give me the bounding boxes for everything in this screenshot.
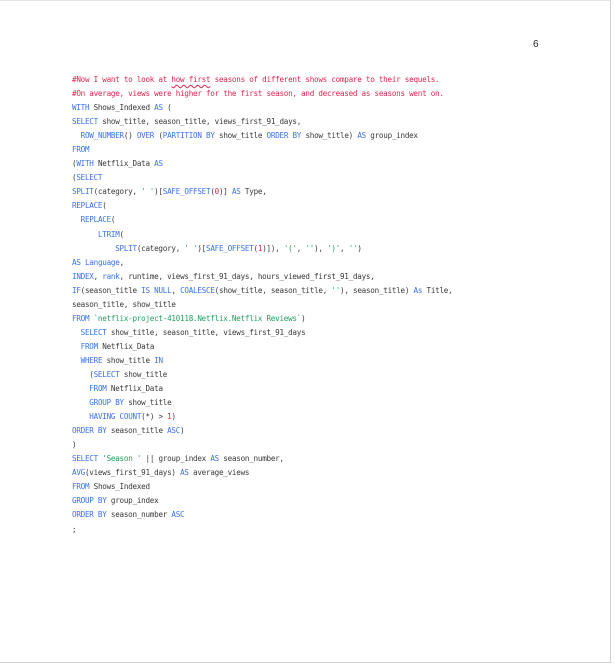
code-line: [72, 242, 592, 256]
code-token: (*) >: [141, 412, 168, 422]
code-token: || group_index: [141, 454, 211, 464]
code-line: [72, 143, 592, 157]
code-token: INDEX: [72, 271, 94, 281]
code-line: [72, 466, 592, 480]
code-token: show_title: [214, 131, 267, 141]
code-token: (: [154, 131, 163, 141]
code-token: 1: [257, 243, 263, 253]
code-token: ,: [171, 285, 181, 295]
code-token: '': [348, 243, 358, 253]
code-token: season_title: [106, 426, 168, 436]
code-token: As: [413, 285, 423, 295]
code-token: [72, 230, 98, 239]
code-token: 'Season ': [102, 454, 142, 464]
code-token: ),: [314, 243, 328, 253]
code-line: [72, 199, 592, 213]
code-token: Shows_Indexed: [89, 482, 150, 492]
code-token: ORDER BY: [266, 131, 302, 141]
code-token: GROUP BY: [89, 398, 124, 408]
code-line: [72, 523, 592, 537]
code-line: [72, 326, 592, 340]
code-line: [72, 298, 592, 312]
code-line: [72, 382, 592, 396]
code-token: ): [301, 313, 306, 323]
code-token: 0: [214, 187, 219, 197]
code-token: #Now I want to look at: [72, 75, 172, 84]
code-line: [72, 508, 592, 522]
code-token: ): [72, 440, 77, 450]
code-token: AS: [154, 103, 163, 113]
code-token: Netflix_Data: [97, 159, 155, 169]
code-token: FROM: [72, 313, 94, 323]
code-token: ASC: [167, 426, 181, 436]
code-token: )]),: [262, 243, 284, 253]
code-line: [72, 312, 592, 326]
code-token: (season_title: [80, 285, 142, 295]
code-token: SAFE_OFFSET: [206, 243, 254, 253]
code-token: '(': [283, 243, 297, 253]
code-token: WHERE: [80, 355, 103, 365]
code-token: show_title: [123, 398, 172, 408]
code-token: `netflix-project-410118.Netflix.Netflix Reviews`: [93, 313, 302, 323]
code-token: 1: [167, 412, 172, 422]
code-line: [72, 452, 592, 466]
code-token: Title,: [422, 285, 453, 295]
code-token: rank: [102, 271, 120, 281]
code-token: season_number: [106, 510, 172, 520]
code-token: ROW_NUMBER: [80, 131, 124, 141]
code-token: OVER: [136, 131, 155, 141]
code-token: SELECT: [93, 369, 120, 379]
code-token: ORDER BY: [72, 426, 107, 436]
code-token: (show_title, season_title,: [214, 285, 332, 295]
code-token: group_index: [106, 496, 159, 506]
code-line: [72, 157, 592, 171]
code-token: IN: [154, 355, 163, 365]
code-token: Language: [84, 257, 120, 267]
code-token: (category,: [136, 243, 185, 253]
code-token: (: [253, 243, 258, 253]
code-line: [72, 424, 592, 438]
code-token: AS: [210, 454, 219, 464]
code-token: (: [72, 173, 77, 183]
code-token: FROM: [89, 384, 107, 394]
code-token: SPLIT: [72, 187, 94, 197]
code-token: ORDER BY: [72, 510, 107, 520]
code-token: Type,: [240, 187, 267, 197]
code-token: AS: [357, 131, 366, 141]
code-token: AS: [154, 159, 163, 169]
code-token: season_number,: [218, 454, 284, 464]
code-token: ,: [119, 257, 124, 267]
code-token: (category,: [93, 187, 142, 197]
code-token: show_title: [119, 369, 168, 379]
code-line: [72, 438, 592, 452]
code-token: HAVING COUNT: [89, 412, 142, 422]
code-token: IS NULL: [141, 285, 172, 295]
page-number: 6: [533, 39, 539, 50]
code-token: FROM: [72, 145, 90, 155]
code-token: show_title, season_title, views_first_91_days,: [102, 117, 302, 127]
code-token: (): [123, 131, 137, 141]
code-token: SPLIT: [115, 243, 137, 253]
code-token: ), season_title): [340, 285, 414, 295]
code-line: [72, 396, 592, 410]
code-line: [72, 480, 592, 494]
code-line: [72, 87, 592, 101]
code-token: REPLACE: [72, 201, 103, 211]
code-token: [72, 342, 81, 351]
code-line: [72, 256, 592, 270]
code-token: ,: [296, 243, 306, 253]
code-token: [72, 398, 89, 407]
code-line: [72, 494, 592, 508]
code-token: Netflix_Data: [97, 341, 155, 351]
code-token: [72, 131, 81, 140]
code-token: SELECT: [72, 454, 103, 464]
code-token: AVG: [72, 468, 85, 478]
code-line: [72, 228, 592, 242]
code-token: how first: [171, 75, 211, 84]
code-token: show_title, season_title, views_first_91_days: [106, 327, 306, 337]
code-token: )[: [154, 187, 163, 197]
code-line: [72, 129, 592, 143]
code-token: '': [331, 285, 341, 295]
code-token: show_title): [301, 131, 358, 141]
code-token: seasons of different shows compare to their sequels.: [210, 75, 440, 84]
code-line: [72, 171, 592, 185]
code-token: [72, 215, 81, 224]
code-token: WITH: [72, 103, 94, 113]
code-line: [72, 284, 592, 298]
code-token: AS: [180, 468, 189, 478]
code-token: (: [72, 159, 77, 169]
code-line: [72, 185, 592, 199]
code-token: show_title: [102, 355, 155, 365]
code-token: COALESCE: [180, 285, 215, 295]
code-token: GROUP BY: [72, 496, 107, 506]
code-token: WITH: [76, 159, 98, 169]
code-line: [72, 354, 592, 368]
code-token: )[: [197, 243, 206, 253]
code-token: [72, 356, 81, 365]
code-line: [72, 410, 592, 424]
code-token: ASC: [171, 510, 185, 520]
code-token: (: [110, 215, 116, 225]
code-token: [72, 412, 89, 421]
code-token: (: [210, 187, 215, 197]
code-token: #On average, views were higher for the first season, and decreased as seasons went on.: [72, 89, 444, 99]
code-token: ,: [340, 243, 349, 253]
code-token: IF: [72, 285, 81, 295]
code-token: (: [72, 369, 94, 379]
code-token: ;: [72, 524, 77, 534]
code-token: FROM: [80, 341, 98, 351]
code-token: , runtime, views_first_91_days, hours_viewed_first_91_days,: [119, 271, 375, 281]
code-token: SELECT: [72, 117, 103, 127]
code-line: [72, 270, 592, 284]
sql-code-block: [72, 73, 592, 537]
code-token: ' ': [184, 243, 198, 253]
code-token: FROM: [72, 482, 90, 492]
code-token: '': [305, 243, 315, 253]
code-token: LTRIM: [97, 229, 120, 239]
code-token: ,: [93, 271, 103, 281]
code-token: group_index: [365, 131, 418, 141]
code-line: [72, 115, 592, 129]
code-token: ): [171, 412, 176, 422]
code-token: AS: [72, 257, 81, 267]
code-token: [72, 244, 115, 253]
code-line: [72, 73, 592, 87]
code-token: SELECT: [76, 173, 103, 183]
code-token: season_title, show_title: [72, 299, 176, 309]
code-token: Shows_Indexed: [93, 103, 155, 113]
code-line: [72, 213, 592, 227]
code-token: Netflix_Data: [106, 384, 163, 394]
code-token: ')': [327, 243, 341, 253]
code-line: [72, 101, 592, 115]
code-token: SELECT: [80, 327, 107, 337]
code-token: (views_first_91_days): [84, 468, 181, 478]
code-line: [72, 368, 592, 382]
code-token: (: [162, 103, 172, 113]
code-token: PARTITION BY: [162, 131, 215, 141]
code-token: AS: [231, 187, 241, 197]
code-line: [72, 340, 592, 354]
code-token: (: [119, 229, 124, 239]
code-token: ' ': [141, 187, 155, 197]
code-token: [72, 384, 89, 393]
code-token: (: [102, 201, 107, 211]
code-token: average_views: [188, 468, 250, 478]
code-token: ): [357, 243, 362, 253]
code-token: )]: [218, 187, 232, 197]
code-token: SAFE_OFFSET: [162, 187, 211, 197]
code-token: ): [180, 426, 185, 436]
code-token: REPLACE: [80, 215, 111, 225]
code-token: [72, 328, 81, 337]
